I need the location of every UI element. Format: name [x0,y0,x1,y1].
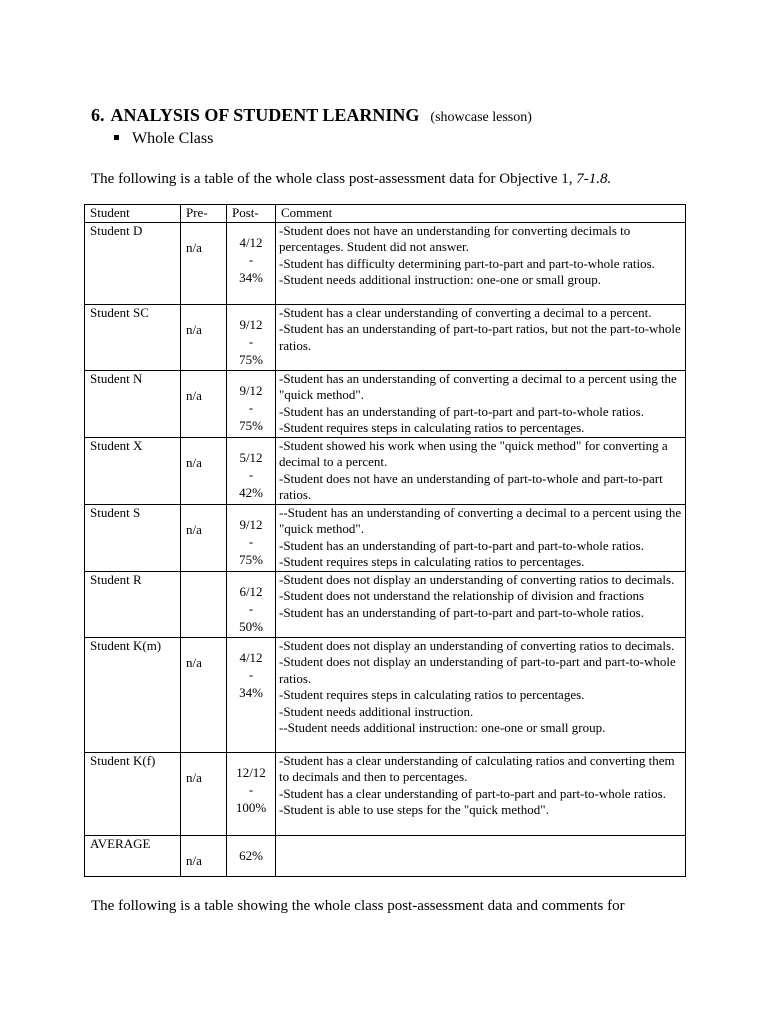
table-row [85,304,686,370]
comment-line: -Student needs additional instruction. [279,703,474,719]
comment-line: -Student has an understanding of part-to-part and part-to-whole ratios. [279,537,644,553]
intro-text: The following is a table of the whole class post-assessment data for Objective 1, [91,171,577,187]
comment-cell [276,222,686,304]
post-score-cell [227,304,276,370]
student-name-cell: Student R [85,571,181,637]
post-score-line: 50% [239,618,263,634]
table-row [85,370,686,437]
post-score-line: 75% [239,417,263,433]
comment-line: -Student is able to use steps for the "quick method". [279,802,549,817]
post-score-line: 5/12 [239,449,263,465]
bullet-heading [114,130,213,148]
student-name-cell: Student X [85,437,181,504]
comment-cell [276,504,686,571]
square-bullet-icon [114,135,119,140]
post-score-line: 75% [239,351,263,367]
comment-line: -Student requires steps in calculating ratios to percentages. [279,687,585,702]
pre-score-cell: n/a [181,304,227,370]
intro-paragraph [91,171,611,188]
table-row [85,437,686,504]
student-name-cell: Student D [85,222,181,304]
post-score-line: 42% [239,484,263,500]
post-score-line: 62% [239,847,263,863]
post-score-line: 34% [239,269,263,285]
student-name-cell: Student K(m) [85,637,181,752]
post-score-line: - [248,400,254,415]
header-student: Student [85,205,181,223]
section-heading [91,92,532,129]
table-row [85,637,686,752]
comment-line: -Student showed his work when using the "quick method" for converting a decimal to a percent. [279,437,668,469]
post-score-line: - [248,782,254,797]
table-body [85,222,686,876]
table-header-row [85,205,686,223]
outro-paragraph: The following is a table showing the whole class post-assessment data and comments for [91,898,625,914]
comment-line: -Student needs additional instruction: one-one or small group. [279,272,602,287]
comment-line: -Student requires steps in calculating ratios to percentages. [279,420,585,435]
post-score-line: 12/12 [236,764,266,780]
post-score-line: - [248,601,254,616]
student-name-cell: Student S [85,504,181,571]
pre-score-cell: n/a [181,637,227,752]
objective-code: 7-1.8. [576,171,612,187]
comment-line: -Student has a clear understanding of calculating ratios and converting them to decimals and then to percentages. [279,752,675,784]
post-score-line: - [248,252,254,267]
comment-cell [276,752,686,835]
pre-score-cell: n/a [181,835,227,876]
student-name-cell: Student K(f) [85,752,181,835]
comment-cell [276,304,686,370]
comment-cell [276,370,686,437]
pre-score-cell: n/a [181,437,227,504]
post-score-cell [227,752,276,835]
pre-score-cell [181,571,227,637]
section-number: 6. [91,105,105,125]
post-score-line: 9/12 [239,382,263,398]
post-score-cell [227,437,276,504]
post-score-line: 9/12 [239,316,263,332]
bullet-heading-label: Whole Class [132,130,214,147]
comment-line: -Student does not display an understanding of converting ratios to decimals. [279,637,675,653]
post-score-cell [227,835,276,876]
header-pre: Pre- [181,205,227,223]
pre-score-cell: n/a [181,370,227,437]
table-row [85,571,686,637]
comment-line: -Student has an understanding of part-to-part ratios, but not the part-to-whole ratios. [279,321,681,353]
pre-score-cell: n/a [181,222,227,304]
post-score-cell [227,637,276,752]
post-score-line: 75% [239,551,263,567]
comment-line: -Student does not have an understanding for converting decimals to percentages. Student did not answer. [279,222,631,254]
post-score-line: 6/12 [239,583,263,599]
table-row [85,835,686,876]
post-score-line: - [248,334,254,349]
post-score-line: - [248,667,254,682]
comment-line: -Student has an understanding of converting a decimal to a percent using the "quick method". [279,370,677,402]
header-comment: Comment [276,205,686,223]
post-score-cell [227,571,276,637]
table-row [85,504,686,571]
table-row [85,222,686,304]
comment-line: --Student needs additional instruction: one-one or small group. [279,720,606,735]
post-score-cell [227,504,276,571]
post-score-line: - [248,534,254,549]
comment-line: -Student does not understand the relationship of division and fractions [279,588,645,603]
header-post: Post- [227,205,276,223]
post-score-line: - [248,467,254,482]
student-name-cell: Student N [85,370,181,437]
post-score-line: 9/12 [239,516,263,532]
student-name-cell: Student SC [85,304,181,370]
comment-cell [276,571,686,637]
comment-line: -Student requires steps in calculating ratios to percentages. [279,554,585,569]
post-score-line: 100% [235,799,267,815]
post-score-line: 4/12 [239,649,263,665]
post-score-cell [227,222,276,304]
comment-line: --Student has an understanding of converting a decimal to a percent using the "quick method". [279,504,682,536]
pre-score-cell: n/a [181,504,227,571]
comment-line: -Student does not have an understanding of part-to-whole and part-to-part ratios. [279,470,663,502]
comment-cell [276,637,686,752]
comment-cell [276,437,686,504]
student-name-cell: AVERAGE [85,835,181,876]
comment-line: -Student has an understanding of part-to-part and part-to-whole ratios. [279,403,644,419]
comment-line: -Student does not display an understanding of part-to-part and part-to-whole ratios. [279,654,676,686]
comment-cell [276,835,686,876]
section-subtitle: (showcase lesson) [430,110,532,125]
assessment-table [84,204,686,877]
comment-line: -Student has difficulty determining part-to-part and part-to-whole ratios. [279,255,655,271]
table-row [85,752,686,835]
section-title: ANALYSIS OF STUDENT LEARNING [110,105,420,125]
post-score-cell [227,370,276,437]
pre-score-cell: n/a [181,752,227,835]
post-score-line: 4/12 [239,234,263,250]
comment-line: -Student has a clear understanding of converting a decimal to a percent. [279,304,652,320]
comment-line: -Student has an understanding of part-to-part and part-to-whole ratios. [279,604,644,620]
comment-line: -Student does not display an understanding of converting ratios to decimals. [279,571,675,587]
comment-line: -Student has a clear understanding of part-to-part and part-to-whole ratios. [279,785,666,801]
post-score-line: 34% [239,684,263,700]
